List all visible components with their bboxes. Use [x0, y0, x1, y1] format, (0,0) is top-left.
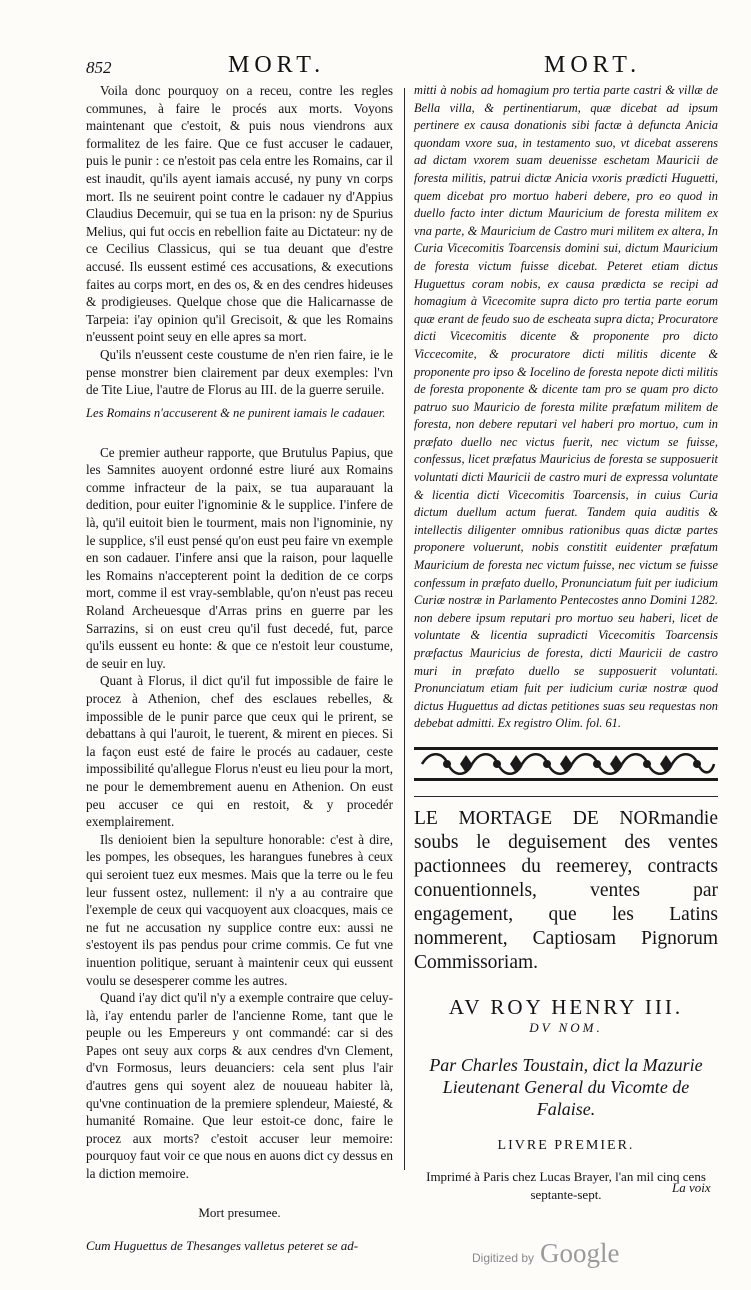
- left-column: [86, 82, 393, 1254]
- running-head-left: MORT.: [228, 52, 326, 78]
- treatise-title: LE MORTAGE DE NORmandie soubs le deguisement des ventes pactionnees du reemerey, contracts conuentionnels, ventes par engagement, que les Latins nommerent, Captiosam Pignorum Commissoriam.: [414, 807, 718, 973]
- dedication-subline: DV NOM.: [529, 1019, 603, 1035]
- ornament-band-icon: [414, 745, 718, 783]
- latin-decree-text: mitti à nobis ad homagium pro tertia parte castri & villæ de Bella villa, & pertinentiarum, quæ dicebat ad ipsum pertinere ex causa donationis sibi factæ à defuncta Anicia quondam vxore sua, in testamento suo, vt dicebat asserens ad dictam vxorem suam deuenisse eschetam Mauricii de foresta militis, patrui dictæ Anicia vxoris prædicti Huguetti, quem dicebat pro mortuo haberi debere, pro eo quod in duello facto inter dictum Mauricium de foresta militem ex vna parte, & Mauricium de Castro muri militem ex altera, In Curia Vicecomitis Toarcensis domini sui, dictum Mauricium de foresta victum fuisse dicebat. Peteret etiam dictus Huguettus coram nobis, ex causa prædicta se recipi ad homagium à Vicecomite supra dicto pro tertia parte eorum quæ erant de feudo suo de escheata supra dicta; Procuratore dicti Vicecomitis dicente & proponente pro dicto Viccecomite, & procuratore dicti militis dicente & proponente pro ipso & Iocelino de foresta nepote dicti militis de foresta proponente & dicente tam pro se quam pro dicto patruo suo Mauricio de foresta milite præfatum militem de foresta, non debere reputari vel haberi pro mortuo, cum in præfato duello nec victus fuerit, nec victum se fuisse, confessus, licet præfatus Mauricius de foresta se supposuerit voluntati dicti Mauricii de castro muri de expressa voluntate & licentia dicti Vicecomitis Toarcensis, in cuius Curia dictum duellum actum fuerat. Tandem quia auditis & intellectis diligenter omnibus rationibus quas dictæ partes proponere voluerunt, nobis constitit euidenter præfatum Mauricium de foresta nec victum fuisse, nec victum se fuisse confessum in præfato duello, Pronunciatum fuit per iudicium Curiæ nostræ in Parlamento Pentecostes anno Domini 1282. non debere ipsum reputari pro mortuo seu haberi, licet de voluntate & licentia supradicti Vicecomitis Toarcensis præfactus Mauricius de foresta, dicti Mauricii de castro muri in præfato duello se supposuerit voluntati. Pronunciatum etiam fuit per iudicium curiæ nostræ quod dictus Huguettus ad dictas petitiones suas seu requestas non debebat admitti. Ex registro Olim. fol. 61.: [414, 83, 718, 731]
- paragraph-6: Quand i'ay dict qu'il n'y a exemple contraire que celuy-là, i'ay entendu parler de l'ancienne Rome, tant que le peuple ou les Empereurs y ont commandé: car si des Papes ont seuy aux corps & aux cendres d'vn Clement, d'vn Formosus, leurs deuanciers: cela sent plus l'air d'autres gens qui soyent alez de nouueau habiter là, qu'vne continuation de la premiere splendeur, Maiesté, & humanité Romaine. Que leur estoit-ce donc, faire le procez aux morts? c'estoit accuser leur memoire: pourquoy faut voir ce que nous en auons dict cy dessus en la diction memoire.: [86, 990, 393, 1182]
- dedication-line: AV ROY HENRY III.: [448, 994, 684, 1019]
- paragraph-5: Ils denioient bien la sepulture honorable: c'est à dire, les pompes, les obseques, les harangues funebres à ceux qui seroient tuez eux mesmes. Mais que la terre ou le feu leur fussent ostez, nullement: il n'y a au contraire que l'exemple de ceux qui vacquoyent aux cloacques, mais ce ne fut ne accusation ny supplice contre eux: aussi ne s'estoyent ils pas pendus pour crime commis. Ce fut vne inuention politique, seruant à maintenir ceux qui eussent voulu se desesperer comme les autres.: [86, 831, 393, 988]
- column-divider: [404, 88, 405, 1170]
- right-column: [414, 82, 718, 1204]
- book-heading: LIVRE PREMIER.: [497, 1137, 635, 1153]
- spacer: [86, 422, 393, 444]
- ornament-rule: [414, 796, 718, 797]
- catchword: La voix: [672, 1180, 711, 1195]
- paragraph-4: Quant à Florus, il dict qu'il fut impossible de faire le procez à Athenion, chef des esclaues rebelles, & impossible de le punir parce que ceux qui le prirent, se debattans à qui l'auroit, le tuerent, & mirent en pieces. Si la façon eust esté de faire le procés au cadauer, ceste impossibilité qu'allegue Florus n'eust eu lieu pour la mort, ne pour le demembrement auenu en Athenion. On eust peu accuser ce qui en restoit, & y procedér exemplairement.: [86, 673, 393, 830]
- running-head-right: MORT.: [544, 52, 642, 78]
- marginal-note: Les Romains n'accuserent & ne punirent iamais le cadauer.: [86, 405, 386, 420]
- google-logo-icon: Google: [540, 1238, 620, 1268]
- paragraph-2: Qu'ils n'eussent ceste coustume de n'en rien faire, ie le pense monstrer bien clairement par deux exemples: l'vn de Tite Liue, l'autre de Florus au III. de la guerre seruile.: [86, 346, 393, 398]
- paragraph-1: Voila donc pourquoy on a receu, contre les regles communes, à faire le procés aux morts. Voyons maintenant que c'estoit, & puis nous viendrons aux formalitez de les faire. Que ce fust accuser le cadauer, puis le punir : ce n'estoit pas cela entre les Romains, car il est inaudit, qu'ils ayent iamais accusé, ny puny vn corps mort. Ils ne seuirent point contre le cadauer ny d'Appius Claudius Decemuir, qui se tua en la prison: ny de Spurius Melius, qui fut occis en rebellion faite au Dictateur: ny de ce Cecilius Classicus, qui se tua deuant que d'estre accusé. Ils eussent estimé ces accusations, & executions faites au corps mort, en des os, & en des cendres hideuses & prodigieuses. Quelque chose que die Halicarnasse de Tarpeia: i'ay opinion qu'il Grecisoit, & que les Romains n'eussent point seuy en elle apres sa mort.: [86, 83, 393, 345]
- digitized-watermark: [472, 1238, 620, 1269]
- section-heading-mort-presumee: Mort presumee.: [198, 1204, 281, 1220]
- page-number: 852: [86, 58, 112, 77]
- watermark-prefix: Digitized by: [472, 1251, 535, 1265]
- paragraph-3: Ce premier autheur rapporte, que Brutulus Papius, que les Samnites auoyent ordonné estre liuré aux Romains comme infracteur de la paix, se tua auparauant la dedition, pour euiter l'ignominie & le supplice. I'infere de là, qu'il euitoit bien le tourment, mais non l'ignominie, ny le supplice, s'il eust pensé qu'on eust peu faire vn exemple en son cadauer. I'infere ansi que la raison, pour laquelle les Romains n'accepterent point la dedition de ce corps mort, comme il est vray-semblable, qu'on n'eust pas receu Roland Archeuesque d'Arras prins en guerre par les Sarrazins, si on eust creu qu'il fust decedé, fut, parce qu'ils eussent eu honte: & que ce n'estoit leur coustume, de seuir en luy.: [86, 444, 393, 671]
- author-line: Par Charles Toustain, dict la Mazurie Lieutenant General du Vicomte de Falaise.: [429, 1054, 703, 1119]
- imprint-line: Imprimé à Paris chez Lucas Brayer, l'an mil cinq cens septante-sept.: [426, 1168, 706, 1202]
- latin-opening-line: Cum Huguettus de Thesanges valletus peteret se ad-: [86, 1237, 359, 1253]
